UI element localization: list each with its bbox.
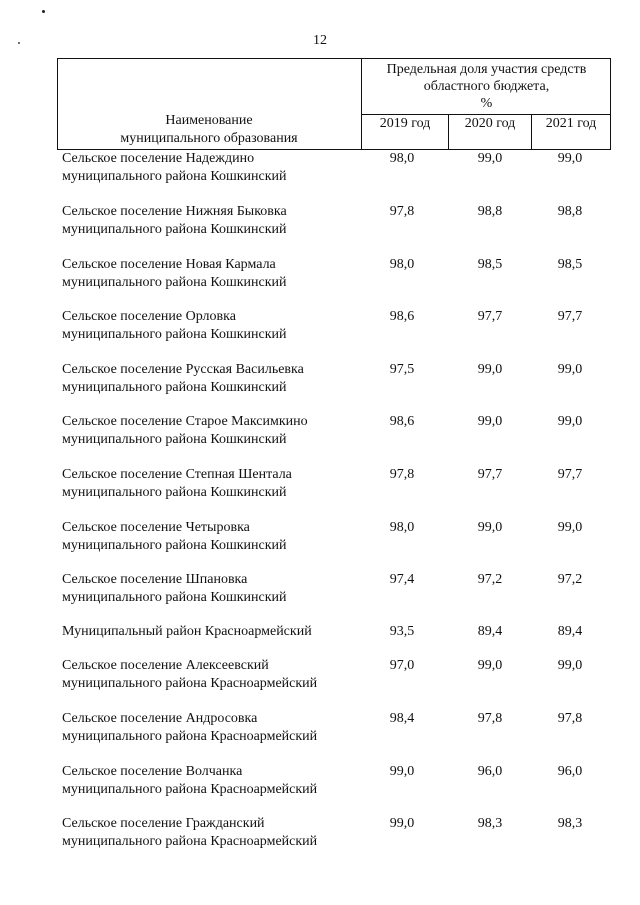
municipality-district: муниципального района Кошкинский xyxy=(62,169,287,184)
share-value-2021: 89,4 xyxy=(557,624,583,639)
municipality-name: Сельское поселение Алексеевский xyxy=(62,658,269,673)
share-value-2020: 99,0 xyxy=(477,520,503,535)
share-column-header: Предельная доля участия средств областного бюджета, % xyxy=(386,62,587,111)
year-header-2019: 2019 год xyxy=(379,116,431,131)
share-value-2020: 99,0 xyxy=(477,414,503,429)
municipality-name: Сельское поселение Русская Васильевка xyxy=(62,362,304,377)
share-value-2020: 98,5 xyxy=(477,257,503,272)
municipality-district: муниципального района Кошкинский xyxy=(62,275,287,290)
share-value-2021: 96,0 xyxy=(557,764,583,779)
table-row xyxy=(62,657,622,693)
table-row xyxy=(62,203,622,239)
municipality-name: Сельское поселение Четыровка xyxy=(62,520,250,535)
header-divider xyxy=(361,114,610,115)
municipality-name: Сельское поселение Старое Максимкино xyxy=(62,414,308,429)
share-value-2019: 97,0 xyxy=(389,658,415,673)
share-value-2019: 97,4 xyxy=(389,572,415,587)
municipality-district: муниципального района Кошкинский xyxy=(62,432,287,447)
table-row xyxy=(62,413,622,449)
share-value-2019: 99,0 xyxy=(389,764,415,779)
share-value-2019: 99,0 xyxy=(389,816,415,831)
year-header-2020: 2020 год xyxy=(464,116,516,131)
share-value-2021: 99,0 xyxy=(557,151,583,166)
share-value-2021: 98,3 xyxy=(557,816,583,831)
share-value-2020: 97,7 xyxy=(477,309,503,324)
share-value-2019: 98,6 xyxy=(389,414,415,429)
share-value-2020: 98,8 xyxy=(477,204,503,219)
share-value-2020: 97,8 xyxy=(477,711,503,726)
share-value-2019: 97,5 xyxy=(389,362,415,377)
municipality-name: Сельское поселение Степная Шентала xyxy=(62,467,292,482)
share-value-2019: 98,0 xyxy=(389,257,415,272)
share-value-2020: 99,0 xyxy=(477,151,503,166)
municipality-name: Сельское поселение Надеждино xyxy=(62,151,255,166)
page-number: 12 xyxy=(313,33,327,48)
share-value-2021: 98,5 xyxy=(557,257,583,272)
share-value-2019: 98,0 xyxy=(389,151,415,166)
municipality-name: Сельское поселение Орловка xyxy=(62,309,236,324)
municipality-district: муниципального района Красноармейский xyxy=(62,782,318,797)
table-row xyxy=(62,361,622,397)
name-column-header: Наименование муниципального образования xyxy=(120,113,298,146)
share-value-2019: 93,5 xyxy=(389,624,415,639)
municipality-district: муниципального района Кошкинский xyxy=(62,485,287,500)
share-value-2021: 97,7 xyxy=(557,467,583,482)
table-row xyxy=(62,256,622,292)
share-value-2021: 97,2 xyxy=(557,572,583,587)
share-value-2019: 97,8 xyxy=(389,204,415,219)
share-value-2021: 98,8 xyxy=(557,204,583,219)
municipality-name: Сельское поселение Шпановка xyxy=(62,572,248,587)
share-value-2019: 98,4 xyxy=(389,711,415,726)
municipality-district: муниципального района Красноармейский xyxy=(62,834,318,849)
table-row xyxy=(62,815,622,851)
share-value-2020: 89,4 xyxy=(477,624,503,639)
table-row xyxy=(62,623,622,641)
share-value-2021: 99,0 xyxy=(557,414,583,429)
municipality-name: Сельское поселение Нижняя Быковка xyxy=(62,204,287,219)
share-value-2020: 97,7 xyxy=(477,467,503,482)
share-value-2021: 99,0 xyxy=(557,362,583,377)
municipality-name: Сельское поселение Андросовка xyxy=(62,711,258,726)
table-row xyxy=(62,466,622,502)
share-value-2021: 97,8 xyxy=(557,711,583,726)
municipality-name: Сельское поселение Новая Кармала xyxy=(62,257,276,272)
share-value-2020: 98,3 xyxy=(477,816,503,831)
share-value-2019: 98,0 xyxy=(389,520,415,535)
share-value-2021: 97,7 xyxy=(557,309,583,324)
municipality-district: муниципального района Кошкинский xyxy=(62,380,287,395)
municipality-district: муниципального района Кошкинский xyxy=(62,327,287,342)
scan-speck xyxy=(42,10,45,13)
table-row xyxy=(62,308,622,344)
table-row xyxy=(62,571,622,607)
table-row xyxy=(62,519,622,555)
municipality-district: муниципального района Кошкинский xyxy=(62,538,287,553)
share-value-2019: 97,8 xyxy=(389,467,415,482)
municipality-district: муниципального района Красноармейский xyxy=(62,729,318,744)
share-value-2020: 99,0 xyxy=(477,362,503,377)
share-value-2019: 98,6 xyxy=(389,309,415,324)
municipality-name: Муниципальный район Красноармейский xyxy=(62,624,312,639)
municipality-district: муниципального района Кошкинский xyxy=(62,222,287,237)
table-row xyxy=(62,710,622,746)
share-value-2021: 99,0 xyxy=(557,520,583,535)
share-value-2021: 99,0 xyxy=(557,658,583,673)
share-value-2020: 99,0 xyxy=(477,658,503,673)
municipality-district: муниципального района Кошкинский xyxy=(62,590,287,605)
table-row xyxy=(62,763,622,799)
table-header xyxy=(57,58,611,150)
share-value-2020: 96,0 xyxy=(477,764,503,779)
municipality-name: Сельское поселение Гражданский xyxy=(62,816,265,831)
municipality-name: Сельское поселение Волчанка xyxy=(62,764,243,779)
share-value-2020: 97,2 xyxy=(477,572,503,587)
municipality-district: муниципального района Красноармейский xyxy=(62,676,318,691)
table-row xyxy=(62,150,622,186)
year-header-2021: 2021 год xyxy=(545,116,597,131)
